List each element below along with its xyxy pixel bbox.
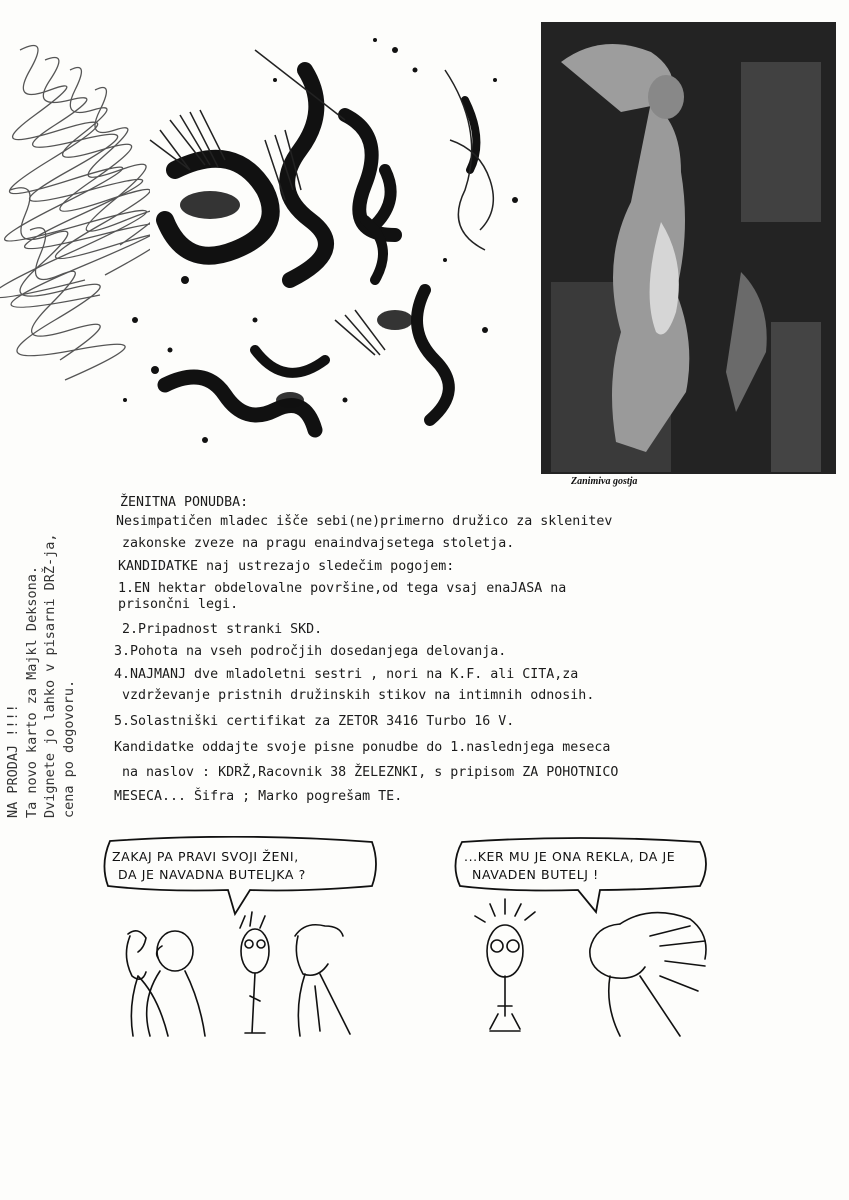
ad-line: Kandidatke oddajte svoje pisne ponudbe do 1.naslednjega meseca [114, 740, 611, 755]
cartoon-left-speech-line-1: ZAKAJ PA PRAVI SVOJI ŽENI, [112, 849, 299, 864]
cartoon-left-speech-line-2: DA JE NAVADNA BUTELJKA ? [118, 867, 306, 882]
side-note-line: Ta novo karto za Majkl Deksona. [23, 566, 40, 818]
photo-caption: Zanimiva gostja [571, 476, 638, 487]
ad-line: 3.Pohota na vseh področjih dosedanjega delovanja. [114, 644, 507, 659]
cartoon-right-speech-line-2: NAVADEN BUTELJ ! [472, 867, 599, 882]
side-note-line: NA PRODAJ !!!! [5, 704, 21, 818]
ad-line: 4.NAJMANJ dve mladoletni sestri , nori na K.F. ali CITA,za [114, 667, 579, 682]
ad-line: 2.Pripadnost stranki SKD. [122, 622, 323, 637]
ad-line: prisončni legi. [118, 597, 239, 612]
side-note-line: cena po dogovoru. [60, 679, 77, 818]
ad-line: KANDIDATKE naj ustrezajo sledečim pogojem: [118, 559, 455, 574]
ad-line: na naslov : KDRŽ,Racovnik 38 ŽELEZNKI, s pripisom ZA POHOTNICO [122, 765, 619, 780]
ad-line: 1.EN hektar obdelovalne površine,od tega vsaj enaJASA na [118, 581, 567, 596]
abstract-ink-illustration [95, 20, 540, 460]
ad-line: vzdrževanje pristnih družinskih stikov na intimnih odnosih. [122, 688, 595, 703]
ad-line: 5.Solastniški certifikat za ZETOR 3416 Turbo 16 V. [114, 714, 515, 729]
ad-line: MESECA... Šifra ; Marko pogrešam TE. [114, 789, 403, 804]
ad-heading: ŽENITNA PONUDBA: [120, 495, 249, 510]
ad-line: Nesimpatičen mladec išče sebi(ne)primerno družico za sklenitev [116, 514, 613, 529]
ad-line: zakonske zveze na pragu enaindvajsetega stoletja. [122, 536, 515, 551]
guest-photo [541, 22, 836, 474]
for-sale-side-note [4, 534, 78, 818]
side-note-line: Dvignete jo lahko v pisarni DRŽ-ja, [42, 533, 58, 818]
cartoon-right-speech-line-1: ...KER MU JE ONA REKLA, DA JE [464, 849, 676, 864]
